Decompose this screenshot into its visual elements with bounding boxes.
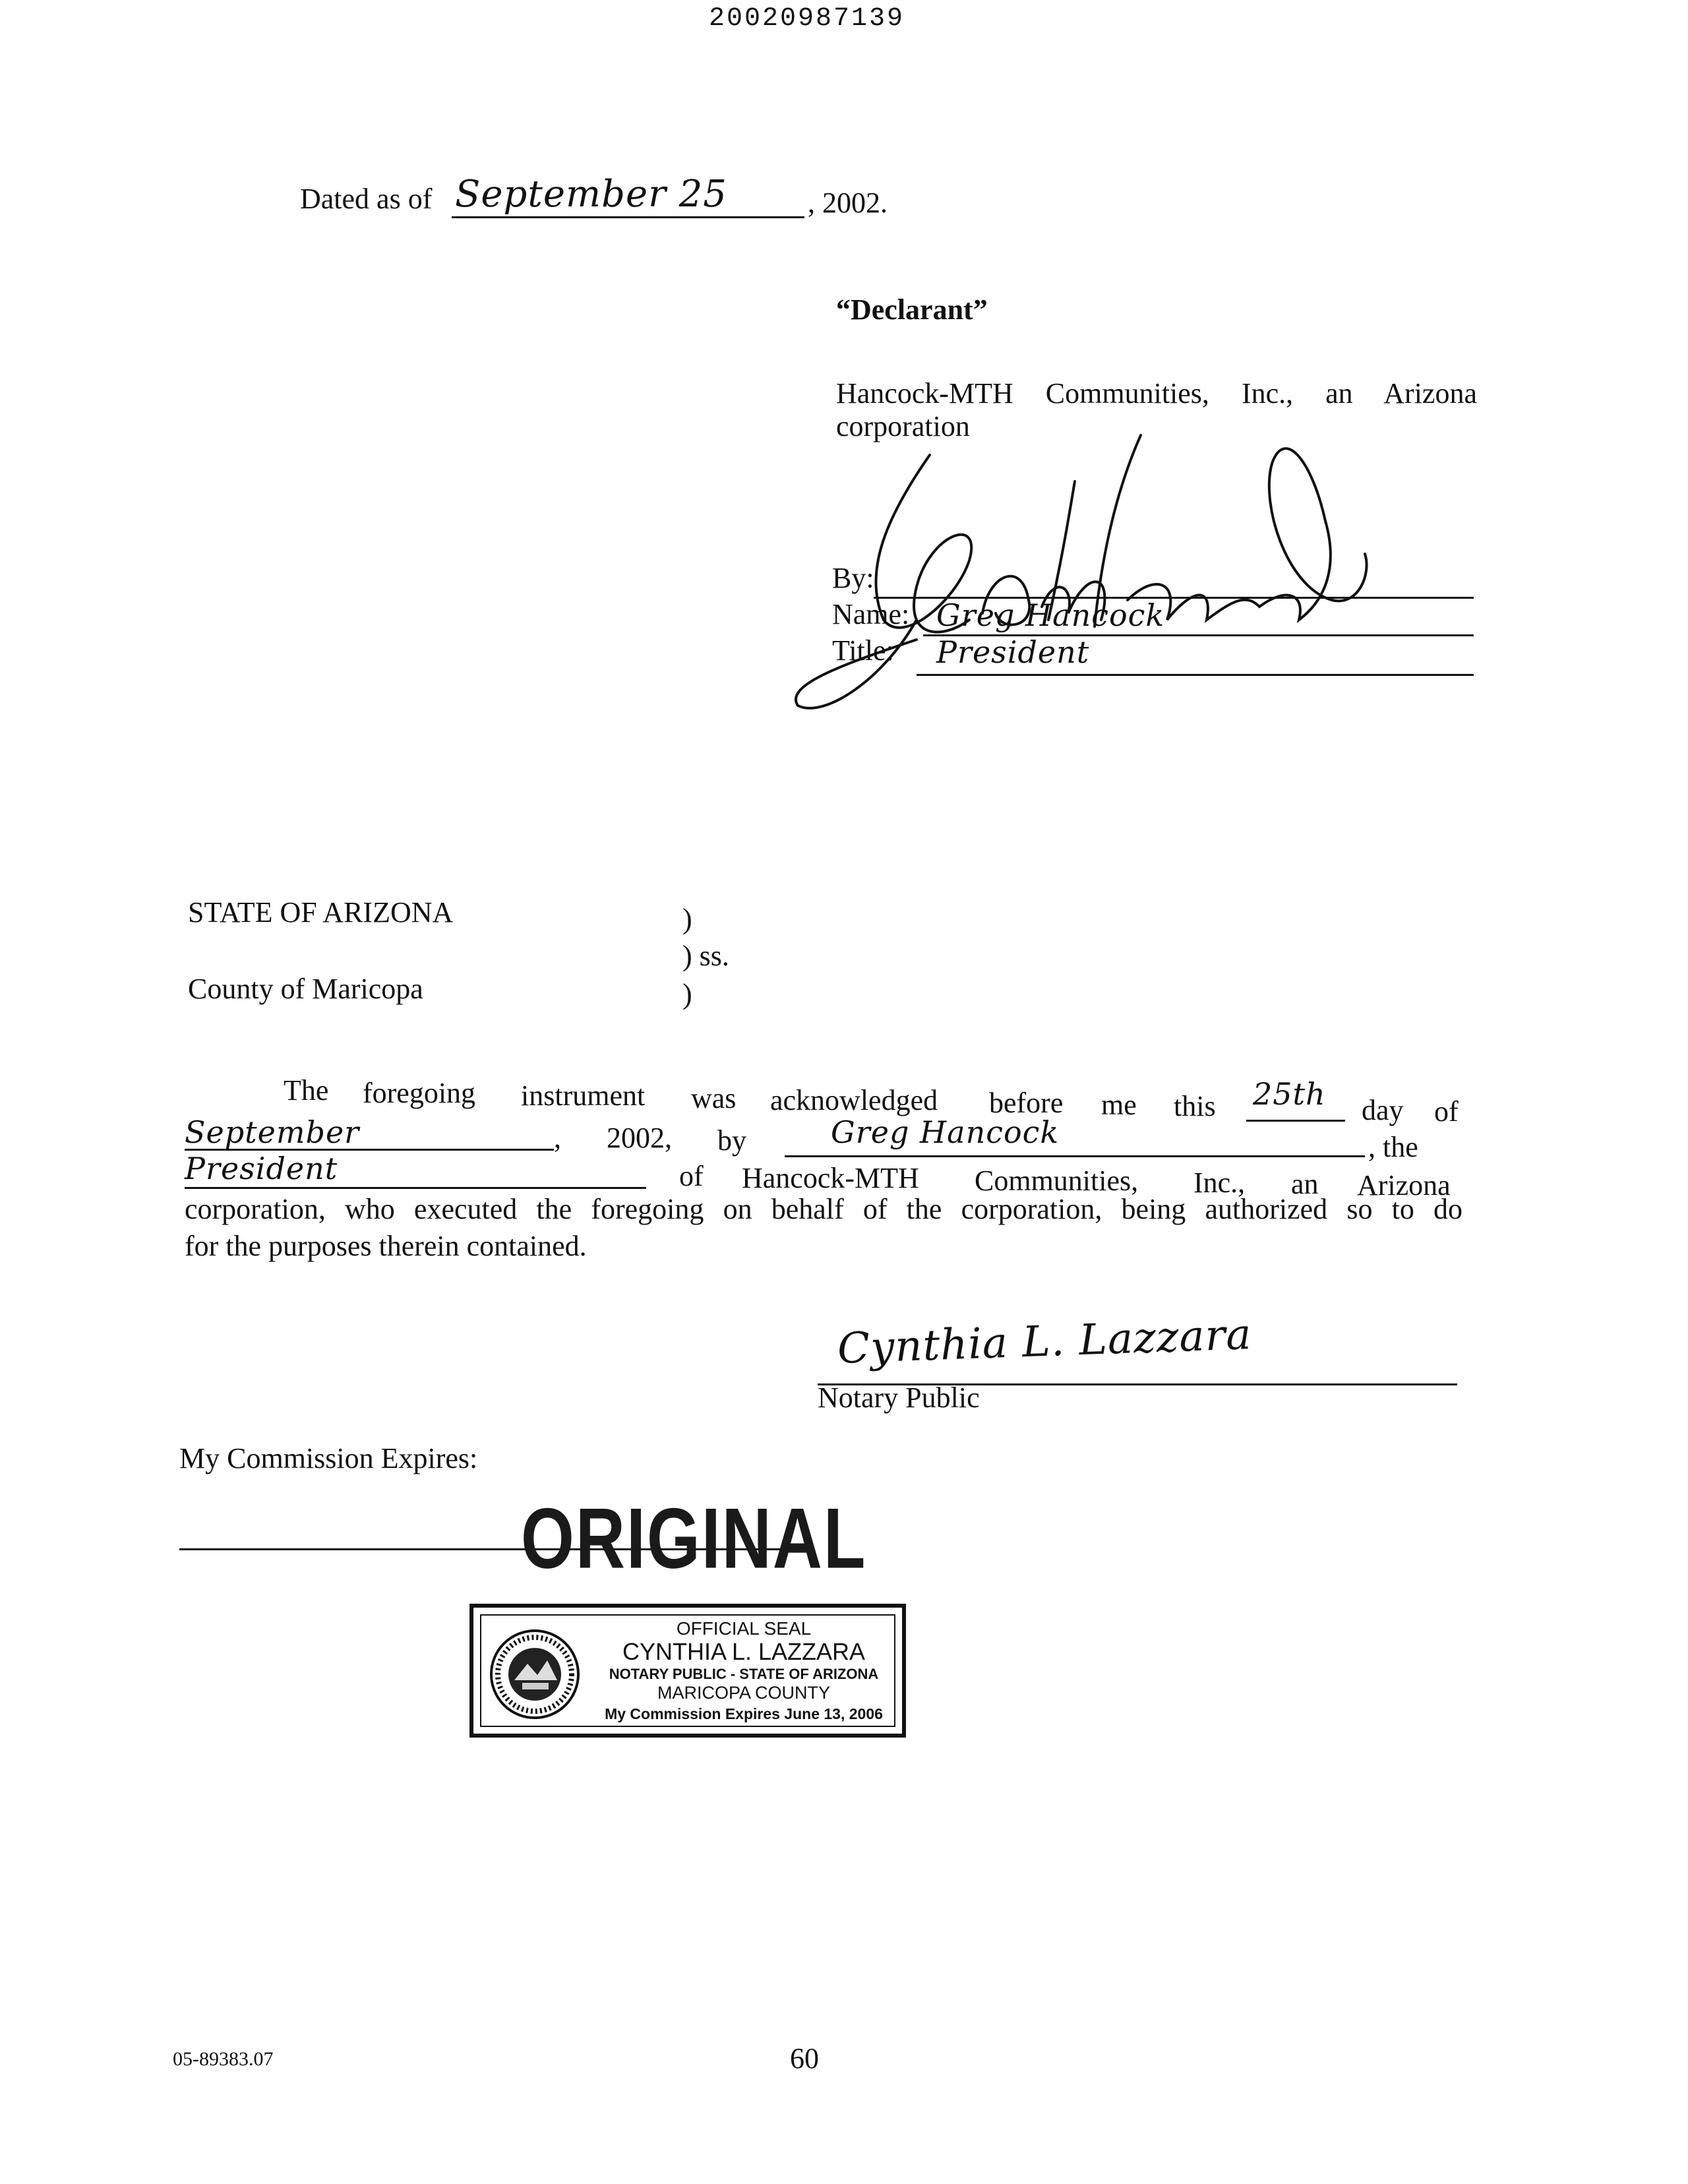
dated-underline — [452, 216, 804, 218]
page-number: 60 — [790, 2042, 819, 2075]
venue-paren-1: ) — [682, 903, 692, 935]
notary-label: Notary Public — [818, 1381, 980, 1414]
ack-word-before: before — [989, 1087, 1064, 1119]
ack-year: 2002, — [607, 1122, 672, 1154]
ack-month-value: September — [185, 1114, 360, 1150]
ack-word-this: this — [1174, 1090, 1216, 1122]
ack-month-comma: , — [554, 1122, 561, 1154]
ack-company: Hancock-MTH — [742, 1162, 919, 1194]
ack-communities: Communities, — [975, 1165, 1139, 1197]
ack-word-the: The — [284, 1074, 329, 1107]
document-number: 20020987139 — [709, 4, 905, 34]
ack-line-4: corporation, who executed the foregoing on behalf of the corporation, being authorized so to do — [185, 1193, 1462, 1225]
seal-line-1: OFFICIAL SEAL — [676, 1618, 812, 1639]
ack-signer-value: Greg Hancock — [831, 1114, 1060, 1150]
dated-prefix: Dated as of — [300, 183, 433, 215]
seal-line-4: MARICOPA COUNTY — [657, 1683, 831, 1703]
dated-year: , 2002. — [808, 187, 888, 219]
ack-an: an — [1291, 1168, 1319, 1200]
ack-office-value: President — [185, 1151, 338, 1186]
ack-office-line — [185, 1187, 646, 1189]
ack-word-of-2: of — [679, 1160, 704, 1192]
ack-word-the-2: , the — [1368, 1131, 1418, 1163]
name-label: Name: — [832, 598, 910, 630]
commission-label: My Commission Expires: — [179, 1442, 478, 1474]
ack-word-day: day — [1362, 1094, 1404, 1126]
ack-day-line — [1246, 1120, 1345, 1122]
declarant-heading: “Declarant” — [836, 293, 988, 326]
venue-state: STATE OF ARIZONA — [188, 896, 454, 928]
notary-signature: Cynthia L. Lazzara — [836, 1310, 1253, 1374]
venue-county: County of Maricopa — [188, 973, 423, 1005]
venue-paren-3: ) — [682, 978, 692, 1010]
dated-filled-date: September 25 — [455, 173, 727, 216]
ack-inc: Inc., — [1193, 1167, 1246, 1199]
ack-day-value: 25th — [1253, 1076, 1326, 1112]
original-stamp: ORIGINAL — [521, 1491, 867, 1587]
venue-ss: ) ss. — [682, 940, 729, 972]
by-label: By: — [832, 562, 874, 594]
name-value: Greg Hancock — [936, 597, 1165, 633]
ack-word-was: was — [691, 1082, 737, 1114]
seal-line-2: CYNTHIA L. LAZZARA — [622, 1638, 866, 1665]
title-label: Title: — [832, 634, 894, 667]
seal-line-5: My Commission Expires June 13, 2006 — [605, 1705, 883, 1722]
seal-line-3: NOTARY PUBLIC - STATE OF ARIZONA — [609, 1666, 879, 1682]
arizona-state-seal-icon — [488, 1627, 582, 1721]
title-line — [917, 674, 1474, 676]
ack-word-foregoing: foregoing — [363, 1077, 476, 1109]
ack-signer-line — [785, 1155, 1365, 1157]
declarant-company-line2: corporation — [836, 410, 970, 442]
ack-word-me: me — [1101, 1089, 1137, 1121]
ack-word-of: of — [1434, 1095, 1459, 1128]
ack-word-instrument: instrument — [521, 1079, 646, 1112]
ack-arizona: Arizona — [1357, 1169, 1451, 1201]
title-value: President — [936, 634, 1090, 670]
official-seal — [469, 1604, 906, 1738]
ack-word-by: by — [717, 1124, 746, 1157]
footer-code: 05-89383.07 — [173, 2048, 274, 2070]
declarant-company-line1: Hancock-MTH Communities, Inc., an Arizona — [836, 377, 1477, 410]
ack-line-5: for the purposes therein contained. — [185, 1230, 587, 1262]
ack-word-acknowledged: acknowledged — [770, 1084, 938, 1116]
